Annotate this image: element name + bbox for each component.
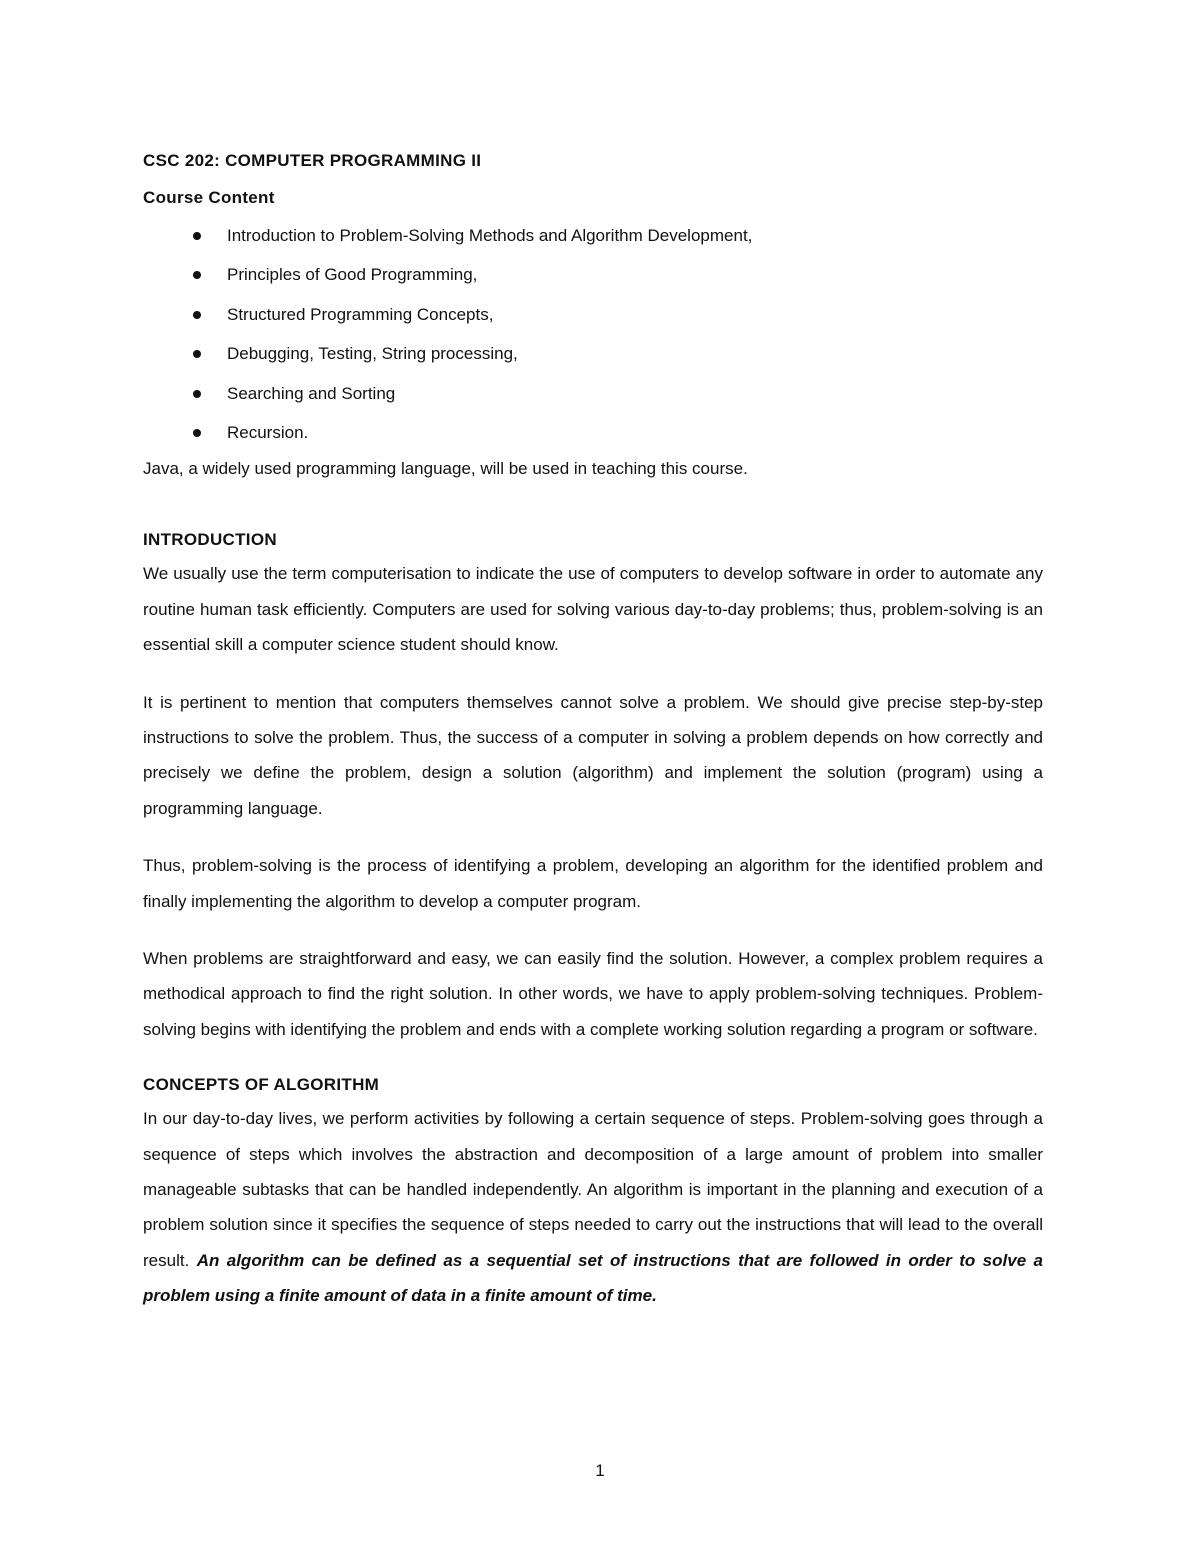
bullet-icon: [193, 390, 201, 398]
java-note: Java, a widely used programming language, will be used in teaching this course.: [143, 459, 748, 479]
concepts-paragraph: [143, 1101, 1043, 1313]
bullet-icon: [193, 311, 201, 319]
introduction-paragraph: When problems are straightforward and easy, we can easily find the solution. However, a complex problem requires a methodical approach to find the right solution. In other words, we have to apply problem-solving techniques. Problem-solving begins with identifying the problem and ends with a complete working solution regarding a program or software.: [143, 949, 1043, 1039]
introduction-paragraph: It is pertinent to mention that computers themselves cannot solve a problem. We should give precise step-by-step instructions to solve the problem. Thus, the success of a computer in solving a problem depends on how correctly and precisely we define the problem, design a solution (algorithm) and implement the solution (program) using a programming language.: [143, 692, 1043, 818]
course-content-label: Course Content: [143, 188, 275, 207]
topic-text: Introduction to Problem-Solving Methods and Algorithm Development,: [227, 226, 753, 245]
list-item: [143, 343, 1043, 382]
list-item: [143, 304, 1043, 343]
concepts-heading: CONCEPTS OF ALGORITHM: [143, 1075, 380, 1095]
topics-list: [143, 225, 1043, 461]
list-item: [143, 264, 1043, 303]
page-number: 1: [595, 1461, 605, 1480]
bullet-icon: [193, 271, 201, 279]
introduction-paragraph: Thus, problem-solving is the process of identifying a problem, developing an algorithm for the identified problem and finally implementing the algorithm to develop a computer program.: [143, 856, 1043, 911]
topic-text: Principles of Good Programming,: [227, 265, 478, 285]
topic-text: Debugging, Testing, String processing,: [227, 344, 518, 364]
introduction-heading: INTRODUCTION: [143, 530, 277, 550]
bullet-icon: [193, 350, 201, 358]
list-item: [143, 422, 1043, 461]
concepts-text: In our day-to-day lives, we perform activities by following a certain sequence of steps. Problem-solving goes through a sequence of steps which involves the abstraction and decomposition of a large amount of problem into smaller manageable subtasks that can be handled independently. An algorithm is important in the planning and execution of a problem solution since it specifies the sequence of steps needed to carry out the instructions that will lead to the overall result.: [143, 1109, 1043, 1270]
bullet-icon: [193, 232, 201, 240]
list-item: [143, 225, 1043, 264]
algorithm-definition: An algorithm can be defined as a sequential set of instructions that are followed in order to solve a problem using a finite amount of data in a finite amount of time.: [143, 1250, 1043, 1306]
list-item: [143, 383, 1043, 422]
introduction-paragraph: We usually use the term computerisation to indicate the use of computers to develop software in order to automate any routine human task efficiently. Computers are used for solving various day-to-day problems; thus, problem-solving is an essential skill a computer science student should know.: [143, 564, 1043, 655]
topic-text: Searching and Sorting: [227, 383, 396, 403]
topic-text: Structured Programming Concepts,: [227, 304, 494, 324]
bullet-icon: [193, 429, 201, 437]
course-title: CSC 202: COMPUTER PROGRAMMING II: [143, 151, 482, 170]
topic-text: Recursion.: [227, 422, 309, 442]
